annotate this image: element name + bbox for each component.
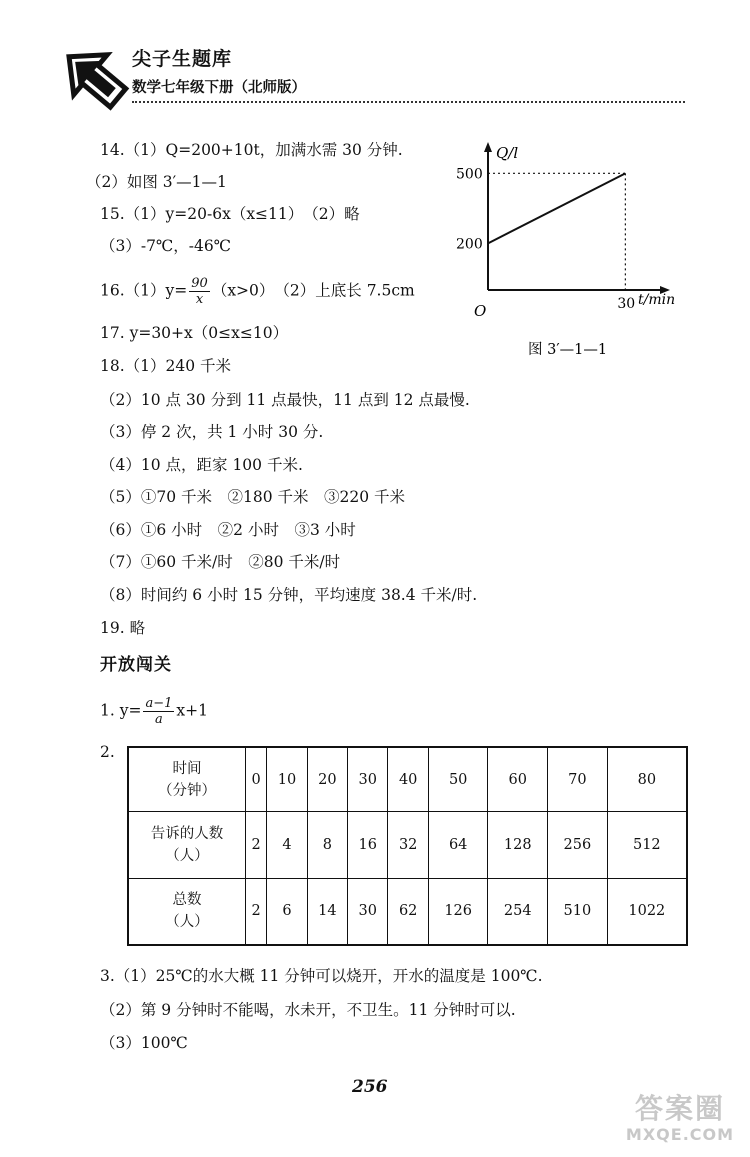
answer-18-5: （5）①70 千米 ②180 千米 ③220 千米 [100, 488, 406, 506]
answer-16-suffix: （x>0） （2）上底长 7.5cm [211, 281, 415, 300]
origin-label: O [474, 302, 487, 320]
table-cell: 6 [267, 878, 307, 945]
section-title: 开放闯关 [100, 655, 172, 675]
table-cell: 2 [246, 812, 267, 879]
answer-17: 17. y=30+x（0≤x≤10） [100, 324, 289, 342]
answer-18-8: （8）时间约 6 小时 15 分钟，平均速度 38.4 千米/时. [100, 586, 478, 604]
y-axis-label: Q/l [496, 144, 519, 162]
answer-18-1: 18.（1）240 千米 [100, 357, 232, 375]
row-header-label: 时间 [172, 760, 202, 777]
row-header-unit: （人） [165, 914, 209, 931]
book-subtitle: 数学七年级下册（北师版） [132, 80, 306, 96]
table-cell: 32 [388, 812, 428, 879]
table-cell: 256 [548, 812, 608, 879]
answer-18-3: （3）停 2 次，共 1 小时 30 分. [100, 423, 324, 441]
table-cell: 254 [488, 878, 548, 945]
answer-16-prefix: 16.（1）y= [100, 281, 188, 300]
open-answer-1-prefix: 1. y= [100, 701, 142, 720]
row-header [128, 812, 246, 879]
x-tick-label: 30 [617, 296, 636, 312]
row-header-label: 告诉的人数 [150, 825, 224, 842]
open-answer-3-3: （3）100℃ [100, 1034, 188, 1052]
row-header-label: 总数 [172, 892, 202, 909]
book-title: 尖子生题库 [132, 48, 233, 70]
open-answer-1 [100, 696, 208, 727]
row-header-unit: （人） [165, 847, 209, 864]
table-cell: 30 [348, 747, 388, 812]
table-cell: 30 [348, 878, 388, 945]
table-cell: 8 [307, 812, 347, 879]
series-line [488, 173, 625, 243]
table-cell: 40 [388, 747, 428, 812]
fraction-a-minus-1-over-a [143, 696, 174, 727]
data-table [127, 746, 688, 946]
table-row [128, 878, 687, 945]
table-cell: 64 [428, 812, 488, 879]
table-cell: 2 [246, 878, 267, 945]
table-cell: 0 [246, 747, 267, 812]
book-logo-icon [52, 40, 130, 112]
answer-18-7: （7）①60 千米/时 ②80 千米/时 [100, 553, 341, 571]
answer-14-1: 14.（1）Q=200+10t，加满水需 30 分钟. [100, 141, 403, 159]
table-cell: 10 [267, 747, 307, 812]
answer-18-6: （6）①6 小时 ②2 小时 ③3 小时 [100, 521, 356, 539]
watermark-line1: 答案圈 [634, 1092, 725, 1125]
answer-15-3: （3）-7℃，-46℃ [100, 237, 232, 255]
open-answer-2-label: 2. [100, 743, 115, 761]
fraction-denominator: a [155, 712, 163, 727]
line-chart [440, 138, 690, 368]
table-cell: 126 [428, 878, 488, 945]
answer-14-2: （2）如图 3′—1—1 [86, 173, 227, 191]
open-answer-1-suffix: x+1 [176, 701, 208, 720]
fraction-denominator: x [195, 292, 204, 307]
table-cell: 1022 [607, 878, 687, 945]
y-axis-arrow-icon [484, 142, 492, 152]
table-cell: 128 [488, 812, 548, 879]
table-cell: 510 [548, 878, 608, 945]
row-header [128, 878, 246, 945]
row-header [128, 747, 246, 812]
row-header-unit: （分钟） [158, 782, 216, 799]
fraction-numerator: a−1 [145, 696, 173, 711]
table-cell: 60 [488, 747, 548, 812]
header-divider [132, 101, 685, 103]
answer-18-4: （4）10 点，距家 100 千米. [100, 456, 303, 474]
table-row [128, 747, 687, 812]
table-row [128, 812, 687, 879]
table-cell: 16 [348, 812, 388, 879]
y-tick-label: 500 [456, 166, 483, 183]
table-cell: 4 [267, 812, 307, 879]
open-answer-3-1: 3.（1）25℃的水大概 11 分钟可以烧开，开水的温度是 100℃. [100, 967, 543, 985]
answer-15-1: 15.（1）y=20-6x（x≤11） （2）略 [100, 205, 360, 223]
watermark [620, 1093, 740, 1144]
chart-caption: 图 3′—1—1 [528, 342, 608, 358]
watermark-line2: MXQE.COM [625, 1125, 735, 1144]
table-cell: 80 [607, 747, 687, 812]
table-cell: 512 [607, 812, 687, 879]
fraction-numerator: 90 [191, 276, 208, 291]
answer-16 [100, 276, 415, 307]
open-answer-3-2: （2）第 9 分钟时不能喝，水未开，不卫生。11 分钟时可以. [100, 1001, 516, 1019]
table-cell: 50 [428, 747, 488, 812]
table-cell: 20 [307, 747, 347, 812]
fraction-90-over-x [189, 276, 210, 307]
table-cell: 62 [388, 878, 428, 945]
x-axis-label: t/min [638, 292, 676, 308]
answer-18-2: （2）10 点 30 分到 11 点最快，11 点到 12 点最慢. [100, 391, 470, 409]
answer-19: 19. 略 [100, 619, 146, 637]
table-cell: 70 [548, 747, 608, 812]
page-number: 256 [352, 1077, 388, 1097]
table-cell: 14 [307, 878, 347, 945]
y-tick-label: 200 [456, 236, 483, 253]
